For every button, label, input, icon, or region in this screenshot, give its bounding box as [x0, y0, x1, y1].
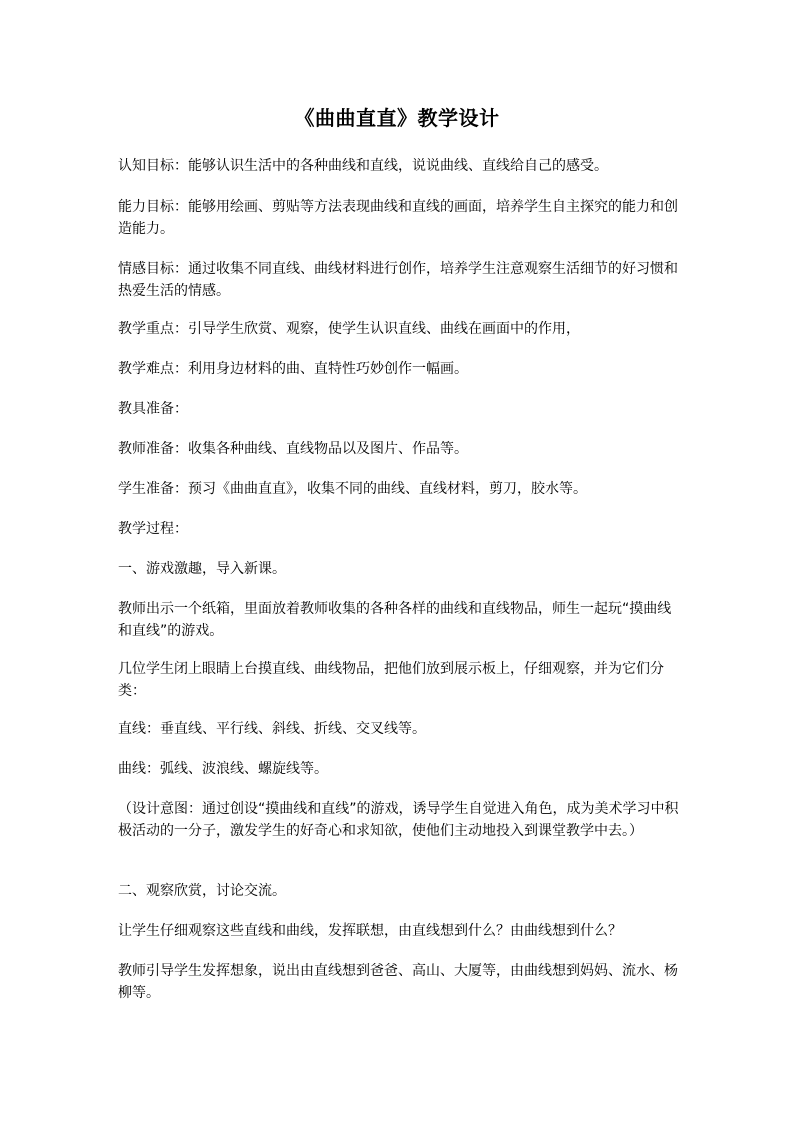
- document-title: 《曲曲直直》教学设计: [294, 106, 500, 130]
- paragraph-emotion-goal: 情感目标：通过收集不同直线、曲线材料进行创作，培养学生注意观察生活细节的好习惯和热爱生活的情感。: [118, 261, 678, 299]
- paragraph-teaching-process: 教学过程：: [118, 521, 188, 537]
- section-heading-1: 一、游戏激趣，导入新课。: [118, 561, 286, 577]
- paragraph-curved-lines: 曲线：弧线、波浪线、螺旋线等。: [118, 761, 328, 777]
- paragraph-key-point: 教学重点：引导学生欣赏、观察，使学生认识直线、曲线在画面中的作用，: [118, 321, 580, 337]
- paragraph-design-intent: （设计意图：通过创设“摸曲线和直线”的游戏，诱导学生自觉进入角色，成为美术学习中积极活动的一分子，激发学生的好奇心和求知欲，使他们主动地投入到课堂教学中去。）: [118, 801, 679, 839]
- paragraph-students-touch: 几位学生闭上眼睛上台摸直线、曲线物品，把他们放到展示板上，仔细观察，并为它们分类：: [118, 661, 664, 699]
- paragraph-teacher-prep: 教师准备：收集各种曲线、直线物品以及图片、作品等。: [118, 441, 468, 457]
- paragraph-student-prep: 学生准备：预习《曲曲直直》，收集不同的曲线、直线材料，剪刀，胶水等。: [118, 481, 587, 497]
- paragraph-observe-lines: 让学生仔细观察这些直线和曲线，发挥联想，由直线想到什么？由曲线想到什么？: [118, 923, 622, 939]
- paragraph-difficulty: 教学难点：利用身边材料的曲、直特性巧妙创作一幅画。: [118, 361, 468, 377]
- paragraph-box-game: 教师出示一个纸箱，里面放着教师收集的各种各样的曲线和直线物品，师生一起玩“摸曲线和直线”的游戏。: [118, 601, 672, 639]
- paragraph-cognitive-goal: 认知目标：能够认识生活中的各种曲线和直线，说说曲线、直线给自己的感受。: [118, 158, 608, 174]
- paragraph-imagination: 教师引导学生发挥想象，说出由直线想到爸爸、高山、大厦等，由曲线想到妈妈、流水、杨柳等。: [118, 963, 678, 1001]
- paragraph-ability-goal: 能力目标：能够用绘画、剪贴等方法表现曲线和直线的画面，培养学生自主探究的能力和创造能力。: [118, 199, 678, 237]
- paragraph-straight-lines: 直线：垂直线、平行线、斜线、折线、交叉线等。: [118, 721, 426, 737]
- section-heading-2: 二、观察欣赏，讨论交流。: [118, 883, 286, 899]
- paragraph-teaching-aids: 教具准备：: [118, 401, 188, 417]
